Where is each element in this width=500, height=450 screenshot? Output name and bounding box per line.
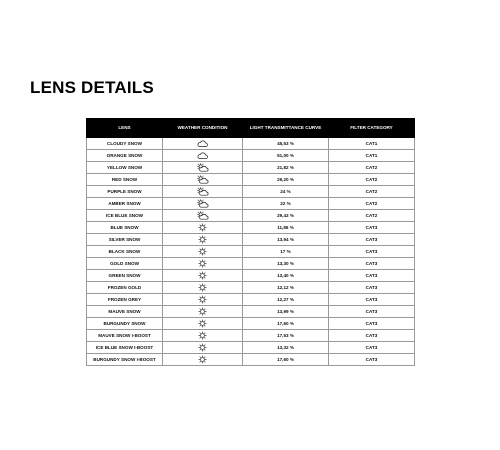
filter-category-cell: CAT3	[329, 294, 415, 306]
weather-condition-cell	[163, 306, 243, 318]
cloud-icon	[165, 139, 240, 148]
weather-condition-cell	[163, 318, 243, 330]
transmittance-cell: 24 %	[243, 186, 329, 198]
partly-cloudy-icon	[165, 163, 240, 172]
table-row	[87, 138, 415, 150]
cloud-icon	[165, 151, 240, 160]
sun-icon	[165, 223, 240, 232]
table-row	[87, 234, 415, 246]
filter-category-cell: CAT2	[329, 198, 415, 210]
lens-name-cell: AMBER SNOW	[87, 198, 163, 210]
sun-icon	[165, 283, 240, 292]
filter-category-cell: CAT3	[329, 318, 415, 330]
filter-category-cell: CAT3	[329, 306, 415, 318]
lens-name-cell: PURPLE SNOW	[87, 186, 163, 198]
weather-condition-cell	[163, 222, 243, 234]
sun-icon	[165, 355, 240, 364]
transmittance-cell: 13,32 %	[243, 342, 329, 354]
transmittance-cell: 45,53 %	[243, 138, 329, 150]
weather-condition-cell	[163, 198, 243, 210]
lens-name-cell: FROZEN GOLD	[87, 282, 163, 294]
filter-category-cell: CAT2	[329, 186, 415, 198]
transmittance-cell: 17,53 %	[243, 330, 329, 342]
filter-category-cell: CAT2	[329, 210, 415, 222]
transmittance-cell: 13,30 %	[243, 258, 329, 270]
filter-category-cell: CAT2	[329, 174, 415, 186]
table-row	[87, 354, 415, 366]
lens-name-cell: FROZEN GREY	[87, 294, 163, 306]
weather-condition-cell	[163, 210, 243, 222]
filter-category-cell: CAT3	[329, 330, 415, 342]
lens-name-cell: GREEN SNOW	[87, 270, 163, 282]
weather-condition-cell	[163, 162, 243, 174]
sun-icon	[165, 343, 240, 352]
table-row	[87, 306, 415, 318]
transmittance-cell: 17 %	[243, 246, 329, 258]
filter-category-cell: CAT1	[329, 150, 415, 162]
header-filter-category: FILTER CATEGORY	[329, 119, 415, 138]
weather-condition-cell	[163, 186, 243, 198]
table-row	[87, 270, 415, 282]
sun-icon	[165, 271, 240, 280]
transmittance-cell: 11,86 %	[243, 222, 329, 234]
table-row	[87, 198, 415, 210]
table-row	[87, 282, 415, 294]
transmittance-cell: 22 %	[243, 198, 329, 210]
filter-category-cell: CAT3	[329, 282, 415, 294]
transmittance-cell: 21,82 %	[243, 162, 329, 174]
sun-icon	[165, 331, 240, 340]
table-row	[87, 150, 415, 162]
filter-category-cell: CAT3	[329, 258, 415, 270]
lens-name-cell: BURGUNDY SNOW I-BOOST	[87, 354, 163, 366]
lens-details-table	[86, 118, 415, 366]
partly-cloudy-icon	[165, 211, 240, 220]
transmittance-cell: 13,99 %	[243, 306, 329, 318]
lens-name-cell: ICE BLUE SNOW	[87, 210, 163, 222]
table-row	[87, 246, 415, 258]
lens-name-cell: ICE BLUE SNOW I-BOOST	[87, 342, 163, 354]
table-body	[87, 138, 415, 366]
filter-category-cell: CAT3	[329, 234, 415, 246]
partly-cloudy-icon	[165, 187, 240, 196]
weather-condition-cell	[163, 342, 243, 354]
table-row	[87, 258, 415, 270]
lens-name-cell: SILVER SNOW	[87, 234, 163, 246]
weather-condition-cell	[163, 270, 243, 282]
lens-name-cell: RED SNOW	[87, 174, 163, 186]
weather-condition-cell	[163, 294, 243, 306]
table-row	[87, 186, 415, 198]
table-row	[87, 318, 415, 330]
weather-condition-cell	[163, 282, 243, 294]
filter-category-cell: CAT3	[329, 246, 415, 258]
weather-condition-cell	[163, 150, 243, 162]
sun-icon	[165, 259, 240, 268]
lens-name-cell: YELLOW SNOW	[87, 162, 163, 174]
lens-name-cell: ORANGE SNOW	[87, 150, 163, 162]
header-lens: LENS	[87, 119, 163, 138]
weather-condition-cell	[163, 246, 243, 258]
partly-cloudy-icon	[165, 199, 240, 208]
transmittance-cell: 17,60 %	[243, 354, 329, 366]
filter-category-cell: CAT1	[329, 138, 415, 150]
transmittance-cell: 17,60 %	[243, 318, 329, 330]
table-row	[87, 342, 415, 354]
filter-category-cell: CAT3	[329, 354, 415, 366]
page-title: LENS DETAILS	[30, 78, 154, 97]
lens-name-cell: MAUVE SNOW	[87, 306, 163, 318]
transmittance-cell: 13,94 %	[243, 234, 329, 246]
lens-name-cell: GOLD SNOW	[87, 258, 163, 270]
filter-category-cell: CAT2	[329, 162, 415, 174]
weather-condition-cell	[163, 234, 243, 246]
weather-condition-cell	[163, 354, 243, 366]
table-row	[87, 294, 415, 306]
lens-name-cell: BURGUNDY SNOW	[87, 318, 163, 330]
table-row	[87, 330, 415, 342]
filter-category-cell: CAT3	[329, 342, 415, 354]
sun-icon	[165, 235, 240, 244]
partly-cloudy-icon	[165, 175, 240, 184]
filter-category-cell: CAT3	[329, 270, 415, 282]
lens-name-cell: BLACK SNOW	[87, 246, 163, 258]
transmittance-cell: 12,12 %	[243, 282, 329, 294]
table-row	[87, 222, 415, 234]
table-row	[87, 174, 415, 186]
transmittance-cell: 29,20 %	[243, 174, 329, 186]
sun-icon	[165, 295, 240, 304]
weather-condition-cell	[163, 330, 243, 342]
sun-icon	[165, 319, 240, 328]
weather-condition-cell	[163, 258, 243, 270]
filter-category-cell: CAT3	[329, 222, 415, 234]
transmittance-cell: 13,40 %	[243, 270, 329, 282]
lens-name-cell: MAUVE SNOW I-BOOST	[87, 330, 163, 342]
table-header-row	[87, 119, 415, 138]
transmittance-cell: 51,00 %	[243, 150, 329, 162]
weather-condition-cell	[163, 138, 243, 150]
lens-name-cell: BLUE SNOW	[87, 222, 163, 234]
transmittance-cell: 29,43 %	[243, 210, 329, 222]
lens-name-cell: CLOUDY SNOW	[87, 138, 163, 150]
header-weather-condition: WEATHER CONDITION	[163, 119, 243, 138]
table-row	[87, 162, 415, 174]
transmittance-cell: 12,27 %	[243, 294, 329, 306]
header-light-transmittance-curve: LIGHT TRANSMITTANCE CURVE	[243, 119, 329, 138]
sun-icon	[165, 247, 240, 256]
sun-icon	[165, 307, 240, 316]
table-row	[87, 210, 415, 222]
weather-condition-cell	[163, 174, 243, 186]
